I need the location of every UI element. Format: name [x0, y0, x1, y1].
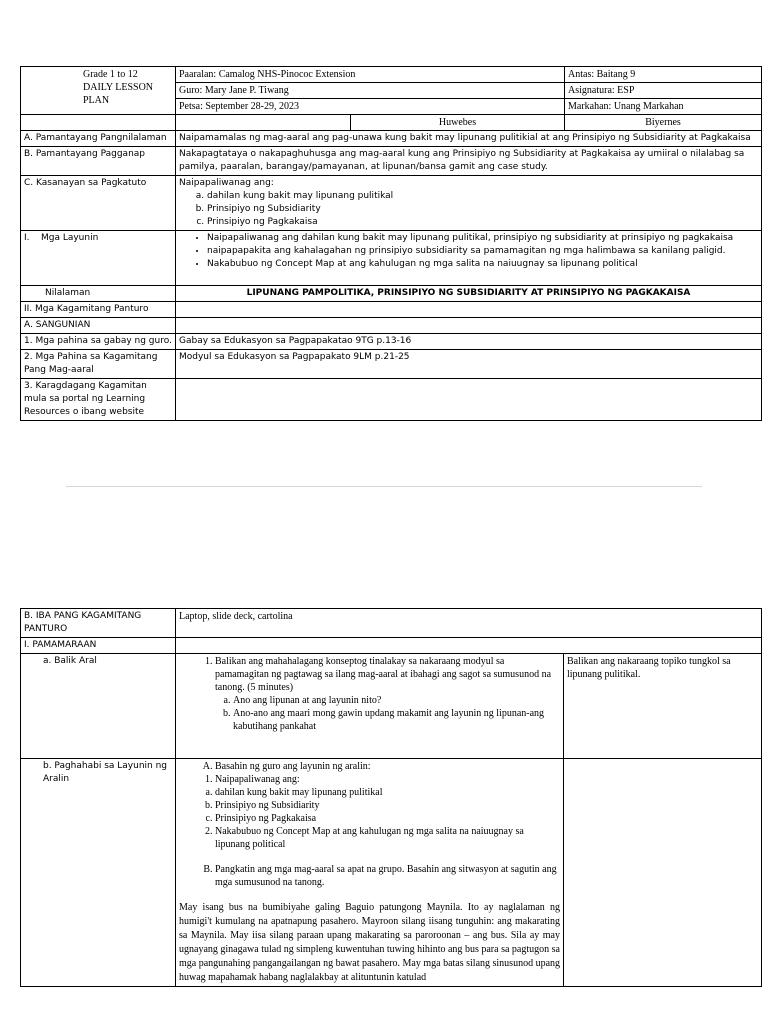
procedure-table — [20, 608, 762, 987]
list-item: b. Prinsipiyo ng Subsidiarity — [215, 799, 560, 812]
other-materials-text: Laptop, slide deck, cartolina — [176, 609, 762, 638]
teacher-guide-text: Gabay sa Edukasyon sa Pagpapakatao 9TG p.13-16 — [176, 334, 762, 350]
date-field: Petsa: September 28-29, 2023 — [176, 99, 565, 115]
list-item: • Naipapaliwanag ang dahilan kung bakit may lipunang pulitikal, prinsipiyo ng subsidiarity at prinsipiyo ng pagkakaisa — [207, 232, 758, 245]
other-materials-label: B. IBA PANG KAGAMITANG PANTURO — [21, 609, 176, 638]
content-text: LIPUNANG PAMPOLITIKA, PRINSIPIYO NG SUBSIDIARITY AT PRINSIPIYO NG PAGKAKAISA — [176, 286, 762, 302]
list-item: 1. Balikan ang mahahalagang konseptog tinalakay sa nakaraang modyul sa pamamagitan ng pagtawag sa ilang mag-aaral at ibahagi ang sagot sa sumusunod na tanong. (5 minutes) a. Ano ang lipunan at ang layunin nito? b. Ano-ano ang maari mong gawin updang makamit ang layunin ng lipunan-ang kabutihang pankahat — [215, 655, 560, 733]
review-cell — [176, 654, 564, 759]
competency-cell: Naipapaliwanag ang: a. dahilan kung bakit may lipunang pulitikal b. Prinsipiyo ng Subsidiarity c. Prinsipiyo ng Pagkakaisa — [176, 176, 762, 231]
day-thursday: Huwebes — [351, 115, 565, 131]
lesson-plan-header-table — [20, 66, 762, 421]
quarter-field: Markahan: Unang Markahan — [565, 99, 762, 115]
list-item: • naipapapakita ang kahalagahan ng prinsipiyo subsidiarity sa pamamagitan ng mga halimbawa sa kanilang paligid. — [207, 245, 758, 258]
list-item: a. Ano ang lipunan at ang layunin nito? — [233, 694, 560, 707]
additional-materials-label: 3. Karagdagang Kagamitan mula sa portal ng Learning Resources o ibang website — [21, 379, 176, 421]
list-item: 2. Nakabubuo ng Concept Map at ang kahulugan ng mga salita na naiuugnay sa lipunang political — [215, 825, 560, 851]
objectives-label: I. Mga Layunin — [21, 231, 176, 286]
dlp-title: Grade 1 to 12 DAILY LESSON PLAN — [21, 67, 176, 115]
teacher-field: Guro: Mary Jane P. Tiwang — [176, 83, 565, 99]
content-standard-text: Naipamamalas ng mag-aaral ang pag-unawa kung bakit may lipunang pulitikial at ang Prinsipiyo ng Subsidiarity at Pagkakaisa — [176, 131, 762, 147]
list-item: c. Prinsipiyo ng Pagkakaisa — [215, 812, 560, 825]
school-field: Paaralan: Camalog NHS-Pinococ Extension — [176, 67, 565, 83]
learner-material-text: Modyul sa Edukasyon sa Pagpapakato 9LM p.21-25 — [176, 350, 762, 379]
review-note: Balikan ang nakaraang topiko tungkol sa lipunang pulitikal. — [564, 654, 762, 759]
list-item: b. Prinsipiyo ng Subsidiarity — [207, 203, 758, 216]
list-item: a. dahilan kung bakit may lipunang pulitikal — [207, 190, 758, 203]
content-standard-label: A. Pamantayang Pangnilalaman — [21, 131, 176, 147]
competency-label: C. Kasanayan sa Pagkatuto — [21, 176, 176, 231]
list-item: a. dahilan kung bakit may lipunang pulitikal — [215, 786, 560, 799]
objectives-cell — [176, 231, 762, 286]
list-item: B. Pangkatin ang mga mag-aaral sa apat na grupo. Basahin ang sitwasyon at sagutin ang mga sumusunod na tanong. — [215, 863, 560, 889]
content-label: Nilalaman — [21, 286, 176, 302]
procedure-label: I. PAMAMARAAN — [21, 638, 176, 654]
additional-materials-text — [176, 379, 762, 421]
list-item: c. Prinsipiyo ng Pagkakaisa — [207, 216, 758, 229]
list-item: • Nakabubuo ng Concept Map at ang kahulugan ng mga salita na naiuugnay sa lipunang political — [207, 258, 758, 271]
review-list — [179, 655, 560, 733]
bus-story: May isang bus na bumibiyahe galing Baguio patungong Maynila. Ito ay naglalaman ng humigi't kumulang na apatnapung pasahero. Mayroon silang iisang tunguhin: ang makarating sa Maynila. May iisa silang paraan upang makarating sa paroroonan – ang bus. Sila ay may ugnayang ginagawa tulad ng simpleng kuwentuhan tuwing hihinto ang bus para sa pagtugon sa mga pangunahing pangangailangan ng bawat pasahero. May mga batas silang sinusunod upang huwag mapahamak habang naglalakbay at alituntunin katulad — [179, 902, 561, 983]
day-friday: Biyernes — [565, 115, 762, 131]
motivation-label: b. Paghahabi sa Layunin ng Aralin — [21, 759, 176, 987]
learner-material-label: 2. Mga Pahina sa Kagamitang Pang Mag-aaral — [21, 350, 176, 379]
review-label: a. Balik Aral — [21, 654, 176, 759]
motivation-cell — [176, 759, 564, 987]
performance-standard-text: Nakapagtataya o nakapaghuhusga ang mag-aaral kung ang Prinsipiyo ng Subsidiarity at Pagkakaisa ay umiiral o nilalabag sa pamilya, paaralan, barangay/pamayanan, at lipunan/bansa gamit ang case study. — [176, 147, 762, 176]
performance-standard-label: B. Pamantayang Pagganap — [21, 147, 176, 176]
page-divider — [66, 486, 702, 487]
subject-field: Asignatura: ESP — [565, 83, 762, 99]
materials-label: II. Mga Kagamitang Panturo — [21, 302, 176, 318]
competency-list — [179, 190, 758, 229]
teacher-guide-label: 1. Mga pahina sa gabay ng guro. — [21, 334, 176, 350]
objectives-list — [179, 232, 758, 271]
list-item: b. Ano-ano ang maari mong gawin updang makamit ang layunin ng lipunan-ang kabutihang pankahat — [233, 707, 560, 733]
list-item: 1. Naipapaliwanag ang: — [215, 773, 560, 786]
grade-field: Antas: Baitang 9 — [565, 67, 762, 83]
references-label: A. SANGUNIAN — [21, 318, 176, 334]
list-item: A. Basahin ng guro ang layunin ng aralin: — [215, 760, 560, 773]
